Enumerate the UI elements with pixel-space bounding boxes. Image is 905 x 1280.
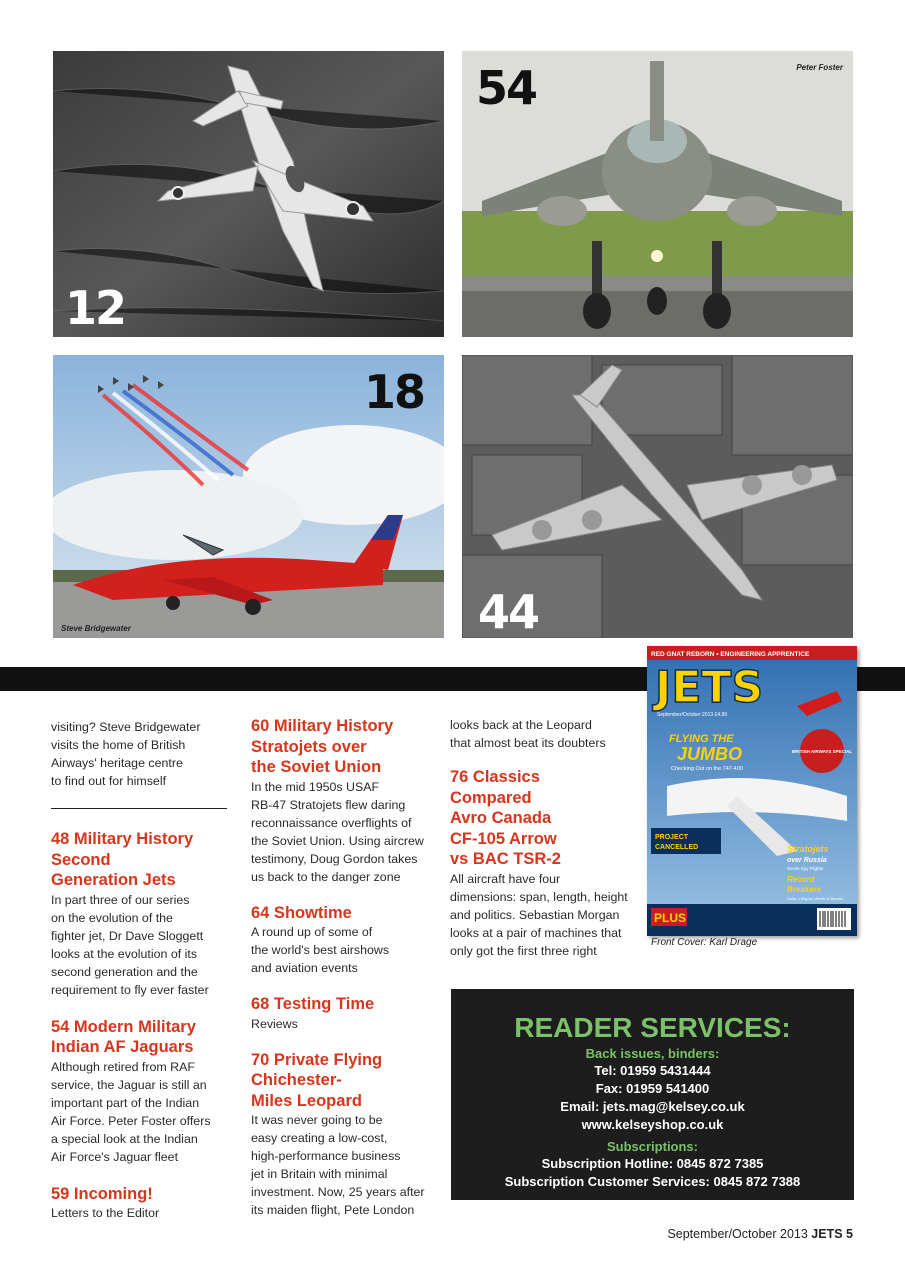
front-cover-caption: Front Cover: Karl Drage (651, 937, 758, 948)
subscription-hotline[interactable]: Subscription Hotline: 0845 872 7385 (541, 1156, 764, 1171)
contents-column-3 (450, 716, 640, 960)
cover-headline-sub: Checking Out on the 747-400 (671, 766, 743, 772)
photo-18-gnat (53, 355, 444, 638)
section-64 (251, 903, 431, 978)
section-48-heading[interactable]: 48 Military History Second Generation Jets (51, 830, 194, 889)
section-68-body: Reviews (251, 1016, 298, 1031)
footer-magazine: JETS (811, 1227, 843, 1241)
subscription-customer-services[interactable]: Subscription Customer Services: 0845 872 7388 (504, 1174, 801, 1189)
section-68 (251, 994, 431, 1033)
cover-masthead: JETS (655, 662, 764, 713)
cover-project1: PROJECT (655, 834, 689, 841)
section-70-heading[interactable]: 70 Private Flying Chichester- Miles Leopard (251, 1050, 383, 1110)
photo-44-viscount (462, 355, 853, 638)
section-54-body: Although retired from RAF service, the Jaguar is still an important part of the Indian Air Force. Peter Foster offers a special look at the Indian Air Force's Jaguar fleet (51, 1059, 211, 1164)
section-48 (51, 829, 236, 999)
section-64-heading[interactable]: 64 Showtime (251, 903, 352, 922)
section-54-heading[interactable]: 54 Modern Military Indian AF Jaguars (51, 1017, 196, 1056)
cover-plus: PLUS (654, 911, 687, 925)
cover-issue: September/October 2013 £4.99 (657, 712, 728, 718)
photo-12-swift (53, 51, 444, 337)
section-70 (251, 1050, 431, 1220)
cover-stratojets2: over Russia (787, 857, 827, 864)
page-number-12: 12 (65, 281, 126, 335)
section-59 (51, 1184, 236, 1223)
section-54 (51, 1017, 236, 1166)
footer-issue: September/October 2013 (667, 1227, 808, 1241)
section-64-body: A round up of some of the world's best airshows and aviation events (251, 925, 390, 975)
subscriptions-label: Subscriptions: (606, 1139, 698, 1154)
reader-services-title: READER SERVICES: (514, 1012, 791, 1043)
section-68-heading[interactable]: 68 Testing Time (251, 995, 375, 1013)
reader-services-box (451, 989, 854, 1200)
cover-banner: RED GNAT REBORN • ENGINEERING APPRENTICE (651, 651, 810, 658)
section-76 (450, 767, 640, 960)
page-number-44: 44 (478, 585, 539, 638)
photo-credit-18: Steve Bridgewater (61, 624, 131, 633)
cover-image (647, 646, 857, 936)
section-59-body: Letters to the Editor (51, 1206, 160, 1220)
email-link[interactable]: Email: jets.mag@kelsey.co.uk (560, 1099, 745, 1114)
page-number-54: 54 (476, 61, 537, 115)
cover-badge: BRITISH AIRWAYS SPECIAL (791, 749, 853, 754)
section-60-heading[interactable]: 60 Military History Stratojets over the Soviet Union (251, 717, 394, 776)
col1-intro: visiting? Steve Bridgewater visits the home of British Airways' heritage centre to find out for himself (51, 720, 201, 788)
photo-credit-54: Peter Foster (796, 63, 843, 72)
section-59-heading[interactable]: 59 Incoming! (51, 1184, 153, 1203)
cover-headline1: FLYING THE (669, 733, 734, 745)
contents-column-2 (251, 716, 431, 1219)
section-60-body: In the mid 1950s USAF RB-47 Stratojets flew daring reconnaissance overflights of the Soviet Union. Using aircrew testimony, Doug Gordon takes us back to the danger zone (251, 779, 424, 884)
column-rule (51, 808, 227, 809)
website-link[interactable]: www.kelseyshop.co.uk (581, 1117, 724, 1132)
cover-record2: Breakers (787, 885, 822, 894)
section-76-body: All aircraft have four dimensions: span, length, height and politics. Sebastian Morgan looks at a pair of machines that only got the first three right (450, 871, 628, 958)
cover-record: Record (787, 875, 815, 884)
page-footer (667, 1227, 853, 1241)
contents-column-1 (51, 718, 236, 1222)
section-76-heading[interactable]: 76 Classics Compared Avro Canada CF-105 Arrow vs BAC TSR-2 (450, 768, 561, 868)
fax-number: Fax: 01959 541400 (595, 1081, 710, 1096)
cover-headline2: JUMBO (677, 744, 743, 764)
front-cover (647, 646, 857, 936)
section-60 (251, 716, 431, 886)
section-70-body: It was never going to be easy creating a low-cost, high-performance business jet in Britain with minimal investment. Now, 25 years after its maiden flight, Pete London (251, 1113, 425, 1217)
telephone-number[interactable]: Tel: 01959 5431444 (594, 1063, 711, 1078)
page-number-18: 18 (363, 365, 424, 419)
photo-54-jaguar (462, 51, 853, 337)
col3-intro: looks back at the Leopard that almost beat its doubters (450, 718, 606, 750)
cover-record-sub: Duke, Lithgow, Verdin & Barnes (787, 896, 844, 901)
cover-stratojets: Stratojets (787, 844, 829, 854)
section-48-body: In part three of our series on the evolution of the fighter jet, Dr Dave Sloggett looks at the evolution of its second generation and the requirement to fly ever faster (51, 892, 209, 997)
cover-stratojets-sub: Soviet Spy Flights (787, 866, 824, 871)
back-issues-label: Back issues, binders: (585, 1046, 720, 1061)
cover-project2: CANCELLED (655, 844, 699, 851)
footer-page-number: 5 (846, 1227, 853, 1241)
